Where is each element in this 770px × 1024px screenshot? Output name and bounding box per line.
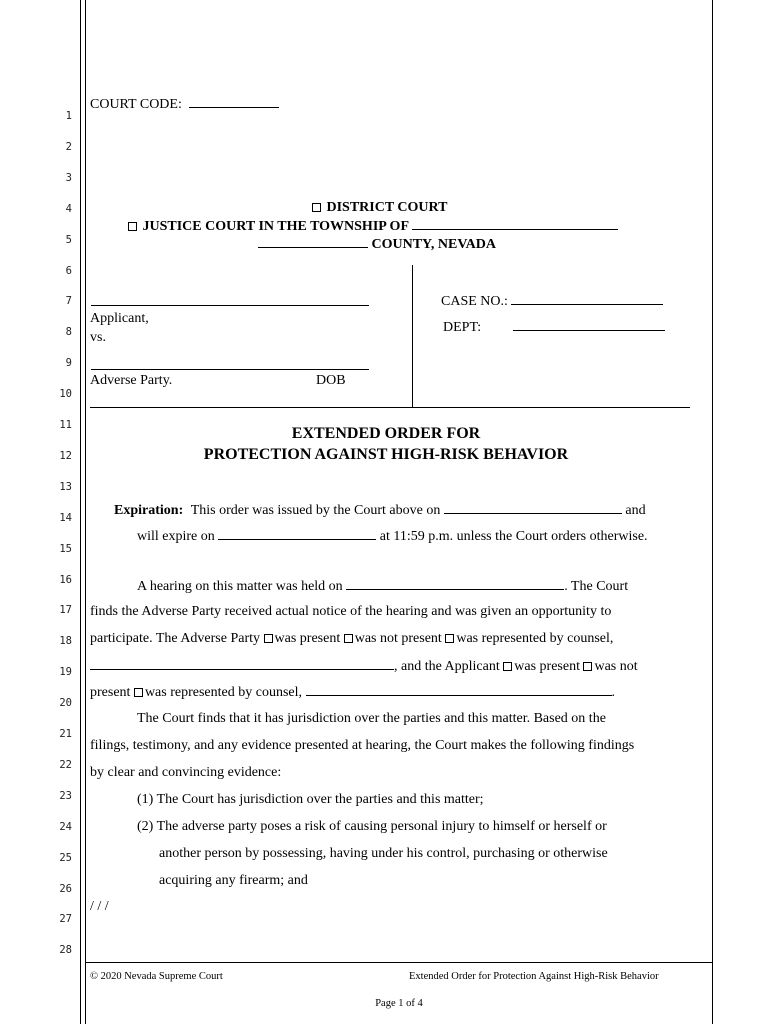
adverse-represented-checkbox[interactable] bbox=[445, 634, 454, 643]
county-line bbox=[258, 236, 496, 253]
hearing-text-3: participate. The Adverse Party bbox=[90, 631, 261, 646]
case-no-line bbox=[441, 293, 663, 310]
line-number: 16 bbox=[59, 573, 72, 586]
line-number: 2 bbox=[65, 140, 72, 153]
hearing-line-5 bbox=[90, 684, 615, 701]
line-number: 27 bbox=[59, 913, 72, 926]
case-no-field[interactable] bbox=[511, 293, 663, 305]
line-number: 26 bbox=[59, 882, 72, 895]
adverse-present-checkbox[interactable] bbox=[264, 634, 273, 643]
expiration-text-1: This order was issued by the Court above on bbox=[190, 503, 441, 518]
line-number: 10 bbox=[59, 388, 72, 401]
adverse-not-present-checkbox[interactable] bbox=[344, 634, 353, 643]
left-margin-rule bbox=[80, 0, 81, 1024]
footer-rule bbox=[86, 962, 712, 963]
hearing-date-field[interactable] bbox=[346, 578, 564, 590]
adverse-present-label: was present bbox=[274, 631, 341, 646]
applicant-counsel-field[interactable] bbox=[306, 684, 612, 696]
expire-date-field[interactable] bbox=[218, 528, 376, 540]
line-number: 24 bbox=[59, 820, 72, 833]
right-margin-rule bbox=[712, 0, 713, 1024]
district-court-label: DISTRICT COURT bbox=[326, 200, 448, 215]
line-number: 3 bbox=[65, 171, 72, 184]
expiration-and: and bbox=[625, 503, 646, 518]
line-number: 11 bbox=[59, 419, 72, 431]
dept-line bbox=[443, 319, 665, 336]
line-number: 17 bbox=[59, 604, 72, 617]
caption-divider bbox=[412, 265, 413, 408]
finding-item-2-line-2: another person by possessing, having under his control, purchasing or otherwise bbox=[159, 846, 608, 861]
line-number: 1 bbox=[65, 110, 72, 122]
line-number: 9 bbox=[65, 357, 72, 370]
applicant-present-label: was present bbox=[514, 659, 580, 674]
court-code-label: COURT CODE: bbox=[90, 97, 182, 112]
justice-court-label: JUSTICE COURT IN THE TOWNSHIP OF bbox=[142, 219, 409, 234]
line-number: 6 bbox=[65, 264, 72, 277]
expiration-label: Expiration: bbox=[114, 503, 184, 518]
line-number: 18 bbox=[59, 635, 72, 648]
expiration-line-1 bbox=[114, 502, 646, 519]
findings-line-2: filings, testimony, and any evidence presented at hearing, the Court makes the following findings bbox=[90, 738, 635, 753]
continued-marker: / / / bbox=[90, 899, 109, 914]
dept-label: DEPT: bbox=[443, 320, 482, 335]
findings-line-1: The Court finds that it has jurisdiction over the parties and this matter. Based on the bbox=[137, 711, 606, 726]
adverse-counsel-field[interactable] bbox=[90, 658, 394, 670]
line-number: 4 bbox=[65, 202, 72, 215]
finding-item-1: (1) The Court has jurisdiction over the parties and this matter; bbox=[137, 792, 484, 807]
line-number: 28 bbox=[59, 944, 72, 957]
line-number: 20 bbox=[59, 697, 72, 710]
hearing-text-4: , and the Applicant bbox=[394, 659, 500, 674]
issued-date-field[interactable] bbox=[444, 502, 622, 514]
footer-form-title: Extended Order for Protection Against High-Risk Behavior bbox=[409, 971, 659, 982]
hearing-text-1b: . The Court bbox=[564, 579, 629, 594]
line-number: 13 bbox=[59, 480, 72, 493]
footer-copyright: © 2020 Nevada Supreme Court bbox=[90, 971, 223, 982]
adverse-represented-label: was represented by counsel, bbox=[456, 631, 614, 646]
finding-item-2-line-1: (2) The adverse party poses a risk of causing personal injury to himself or herself or bbox=[137, 819, 607, 834]
expiration-line-2 bbox=[137, 528, 648, 545]
vs-label: vs. bbox=[90, 330, 106, 345]
court-code-field[interactable] bbox=[189, 95, 279, 108]
footer-page-number: Page 1 of 4 bbox=[375, 998, 423, 1009]
line-number: 21 bbox=[59, 728, 72, 740]
line-number: 12 bbox=[59, 449, 72, 462]
title-line-2: PROTECTION AGAINST HIGH-RISK BEHAVIOR bbox=[203, 446, 569, 463]
hearing-line-1 bbox=[137, 578, 628, 595]
case-no-label: CASE NO.: bbox=[441, 294, 508, 309]
line-number: 15 bbox=[59, 542, 72, 555]
line-number: 22 bbox=[59, 758, 72, 771]
hearing-line-2: finds the Adverse Party received actual notice of the hearing and was given an opportunity to bbox=[90, 604, 612, 619]
adverse-party-label: Adverse Party. bbox=[90, 373, 173, 388]
adverse-party-name-field[interactable] bbox=[91, 369, 369, 370]
line-number: 14 bbox=[59, 511, 72, 524]
finding-item-2-line-3: acquiring any firearm; and bbox=[159, 873, 308, 888]
applicant-label: Applicant, bbox=[90, 311, 149, 326]
dob-label: DOB bbox=[316, 373, 346, 388]
applicant-not-present-checkbox[interactable] bbox=[583, 662, 592, 671]
expiration-text-3: at 11:59 p.m. unless the Court orders otherwise. bbox=[379, 529, 648, 544]
applicant-not-present-label: was not bbox=[594, 659, 638, 674]
county-field[interactable] bbox=[258, 236, 368, 248]
hearing-period: . bbox=[611, 685, 615, 700]
applicant-name-field[interactable] bbox=[91, 305, 369, 306]
applicant-represented-checkbox[interactable] bbox=[134, 688, 143, 697]
dept-field[interactable] bbox=[513, 319, 665, 331]
hearing-line-4 bbox=[90, 658, 638, 675]
line-number: 7 bbox=[65, 295, 72, 308]
findings-line-3: by clear and convincing evidence: bbox=[90, 765, 282, 780]
township-field[interactable] bbox=[412, 218, 618, 230]
title-line-1: EXTENDED ORDER FOR bbox=[291, 425, 481, 442]
caption-bottom-rule bbox=[90, 407, 690, 408]
expiration-text-2: will expire on bbox=[137, 529, 215, 544]
applicant-not-present-label-cont: present bbox=[90, 685, 131, 700]
county-label: COUNTY, NEVADA bbox=[371, 237, 496, 252]
justice-court-checkbox[interactable] bbox=[128, 222, 137, 231]
hearing-text-1: A hearing on this matter was held on bbox=[137, 579, 343, 594]
adverse-not-present-label: was not present bbox=[354, 631, 442, 646]
justice-court-option bbox=[128, 218, 618, 235]
line-number: 8 bbox=[65, 326, 72, 339]
line-number: 23 bbox=[59, 789, 72, 802]
court-code bbox=[90, 95, 279, 113]
line-number: 5 bbox=[65, 233, 72, 246]
hearing-line-3 bbox=[90, 631, 613, 647]
applicant-present-checkbox[interactable] bbox=[503, 662, 512, 671]
left-margin-rule-inner bbox=[85, 0, 86, 1024]
line-number: 25 bbox=[59, 851, 72, 864]
line-number: 19 bbox=[59, 666, 72, 679]
applicant-represented-label: was represented by counsel, bbox=[144, 685, 302, 700]
district-court-checkbox[interactable] bbox=[312, 203, 321, 212]
district-court-option bbox=[312, 200, 448, 216]
